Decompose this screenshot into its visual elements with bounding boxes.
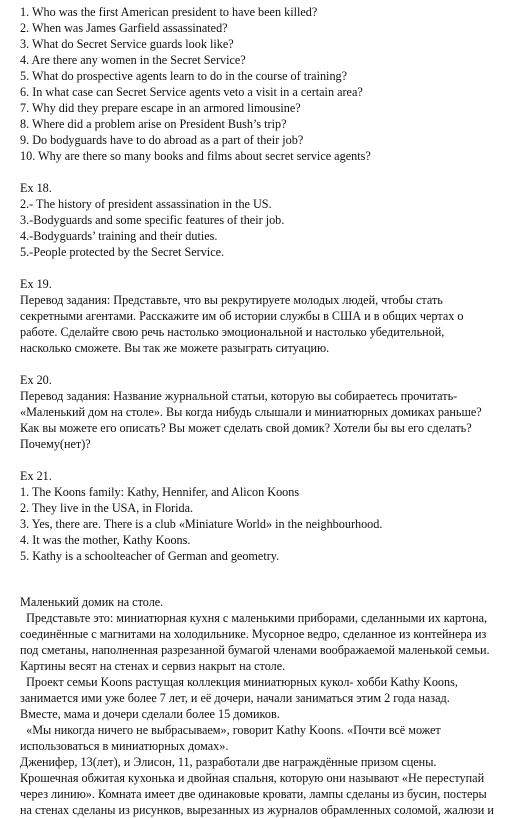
ex18-item: 3.-Bodyguards and some specific features of their job.	[20, 213, 285, 227]
ex20-heading: Ex 20.	[20, 373, 52, 387]
ex19-heading: Ex 19.	[20, 277, 52, 291]
ex18-item: 2.- The history of president assassination in the US.	[20, 197, 272, 211]
ex20-line: «Маленький дом на столе». Вы когда нибудь слышали и миниатюрных домиках раньше?	[20, 405, 482, 419]
question-item: 8. Where did a problem arise on President Bush’s trip?	[20, 117, 287, 131]
question-item: 6. In what case can Secret Service agents veto a visit in a certain area?	[20, 85, 363, 99]
ex19-line: секретными агентами. Расскажите им об истории службы в США и в общих чертах о	[20, 309, 464, 323]
translation-line: Дженифер, 13(лет), и Элисон, 11, разработали две награждённые призом сцены.	[20, 755, 437, 769]
ex21-item: 1. The Koons family: Kathy, Hennifer, and Alicon Koons	[20, 485, 300, 499]
ex21-heading: Ex 21.	[20, 469, 52, 483]
question-item: 1. Who was the first American president to have been killed?	[20, 5, 318, 19]
question-item: 5. What do prospective agents learn to do in the course of training?	[20, 69, 348, 83]
translation-section	[20, 594, 525, 818]
translation-line: под сметаны, наполненная разрезанной бумагой членами воображаемой маленькой семьи.	[20, 643, 490, 657]
ex20-line: Перевод задания: Название журнальной статьи, которую вы собираетесь прочитать-	[20, 389, 458, 403]
question-item: 2. When was James Garfield assassinated?	[20, 21, 228, 35]
ex19-line: Перевод задания: Представьте, что вы рекрутируете молодых людей, чтобы стать	[20, 293, 443, 307]
translation-line: Картины весят на стенах и сервиз накрыт на столе.	[20, 659, 286, 673]
question-item: 4. Are there any women in the Secret Service?	[20, 53, 246, 67]
translation-line: Вместе, мама и дочери сделали более 15 домиков.	[20, 707, 280, 721]
question-item: 9. Do bodyguards have to do abroad as a part of their job?	[20, 133, 304, 147]
translation-line: через линию». Комната имеет две одинаковые кровати, лампы сделаны из бусин, постеры	[20, 787, 487, 801]
ex21-item: 5. Kathy is a schoolteacher of German and geometry.	[20, 549, 280, 563]
ex18-heading: Ex 18.	[20, 181, 52, 195]
ex21-item: 3. Yes, there are. There is a club «Miniature World» in the neighbourhood.	[20, 517, 383, 531]
ex19-section	[20, 276, 525, 356]
translation-line: «Мы никогда ничего не выбрасываем», говорит Kathy Koons. «Почти всё может	[20, 723, 441, 737]
ex21-section	[20, 468, 525, 564]
ex19-line: работе. Сделайте свою речь настолько эмоциональной и настолько убедительной,	[20, 325, 445, 339]
translation-line: использоваться в миниатюрных домах».	[20, 739, 229, 753]
ex21-item: 4. It was the mother, Kathy Koons.	[20, 533, 191, 547]
translation-line: занимается ими уже более 7 лет, и её дочери, начали заниматься этим 2 года назад.	[20, 691, 450, 705]
ex20-line: Почему(нет)?	[20, 437, 91, 451]
translation-line: Представьте это: миниатюрная кухня с маленькими приборами, сделанными их картона,	[20, 611, 488, 625]
question-item: 10. Why are there so many books and films about secret service agents?	[20, 149, 371, 163]
questions-list	[20, 4, 525, 164]
translation-line: Проект семьи Koons растущая коллекция миниатюрных кукол- хобби Kathy Koons,	[20, 675, 458, 689]
ex18-item: 4.-Bodyguards’ training and their duties.	[20, 229, 218, 243]
ex20-line: Как вы можете его описать? Вы может сделать свой домик? Хотели бы вы его сделать?	[20, 421, 472, 435]
translation-line: на стенах сделаны из рисунков, вырезанных из журналов обрамленных соломой, жалюзи и	[20, 803, 494, 817]
translation-line: Крошечная обжитая кухонька и двойная спальня, которую они называют «Не переступай	[20, 771, 485, 785]
ex20-section	[20, 372, 525, 452]
ex21-item: 2. They live in the USA, in Florida.	[20, 501, 194, 515]
ex18-section	[20, 180, 525, 260]
translation-title: Маленький домик на столе.	[20, 595, 164, 609]
ex18-item: 5.-People protected by the Secret Service.	[20, 245, 225, 259]
ex19-line: насколько сможете. Вы так же можете разыграть ситуацию.	[20, 341, 330, 355]
question-item: 3. What do Secret Service guards look like?	[20, 37, 234, 51]
question-item: 7. Why did they prepare escape in an armored limousine?	[20, 101, 301, 115]
translation-line: соединённые с магнитами на холодильнике. Мусорное ведро, сделанное из контейнера из	[20, 627, 487, 641]
